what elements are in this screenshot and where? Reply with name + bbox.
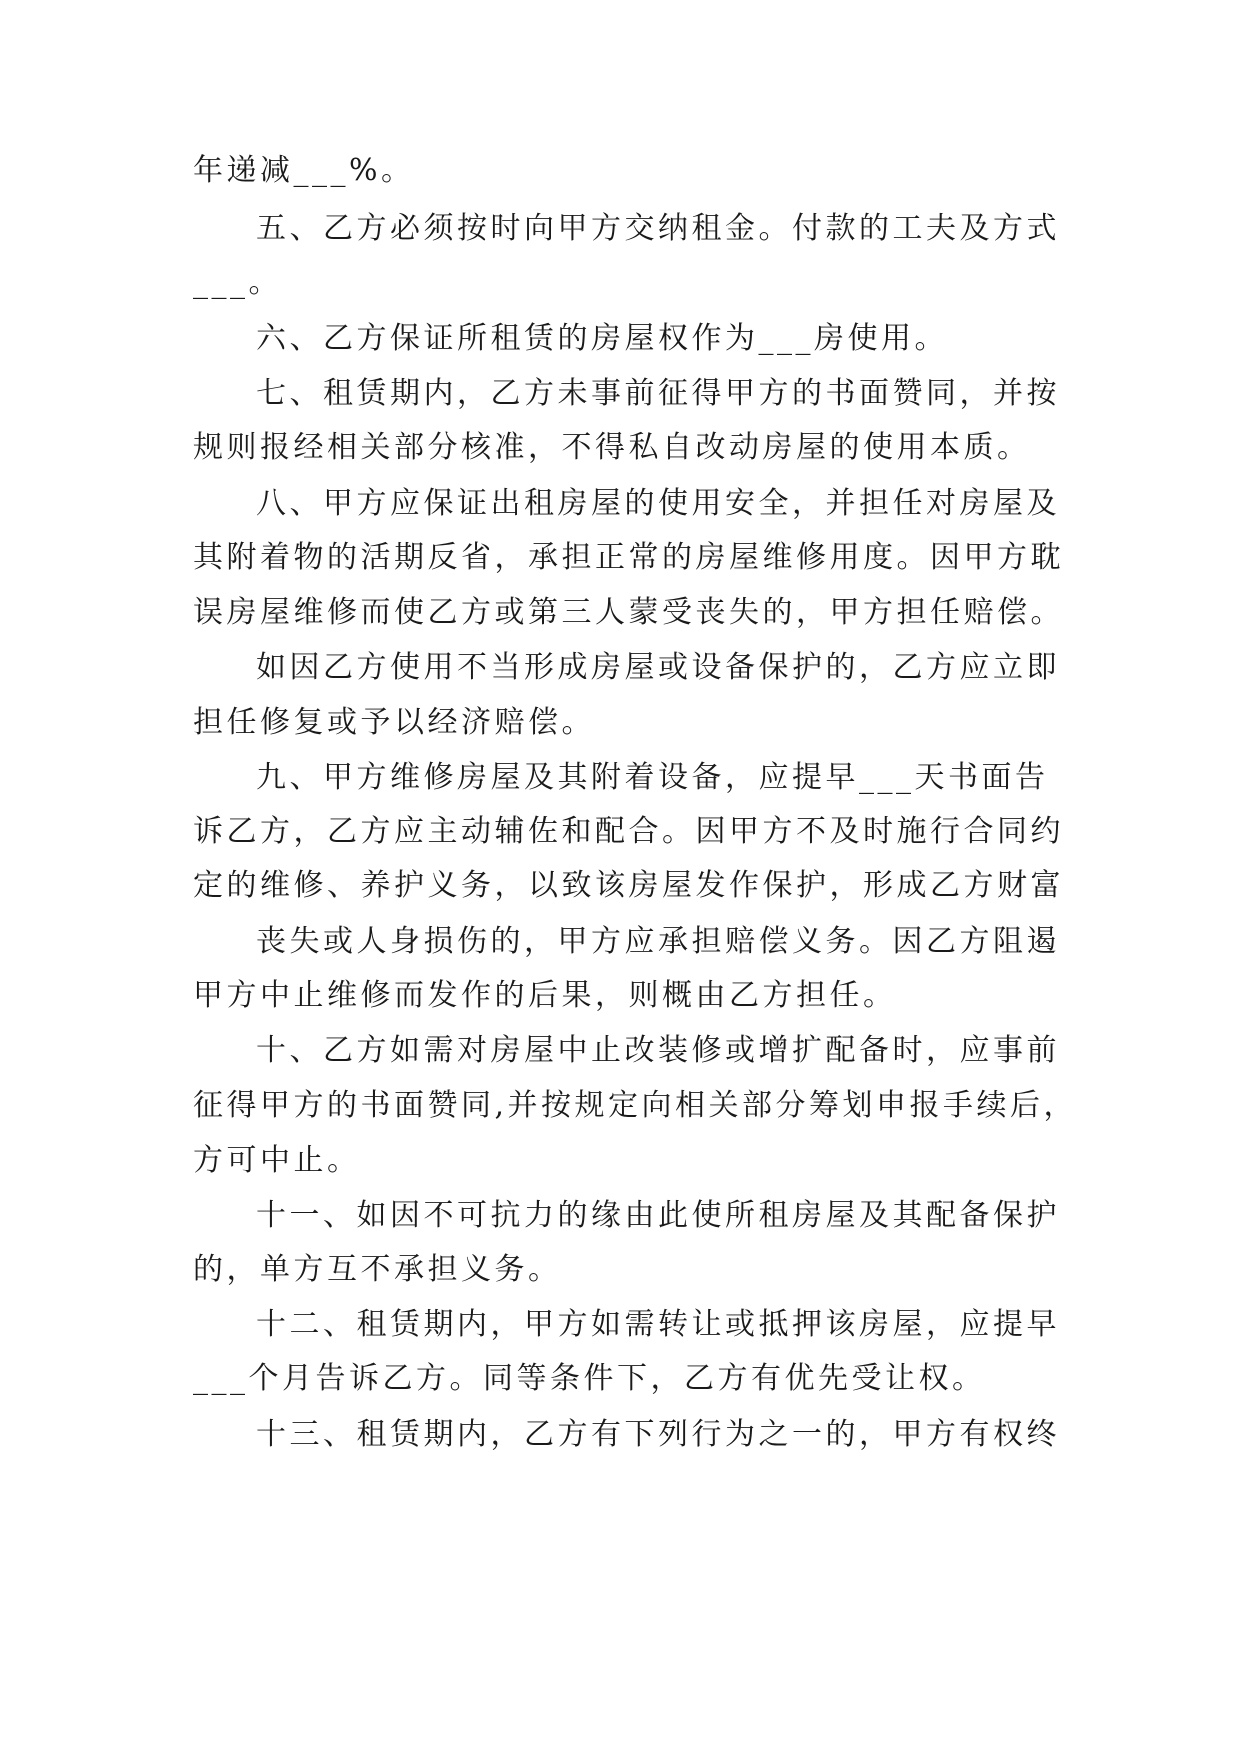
text-line: 征得甲方的书面赞同,并按规定向相关部分筹划申报手续后， <box>193 1088 1078 1123</box>
text-line: 甲方中止维修而发作的后果，则概由乙方担任。 <box>193 978 897 1013</box>
text-line: 定的维修、养护义务，以致该房屋发作保护，形成乙方财富 <box>193 868 1064 903</box>
text-line: 的，单方互不承担义务。 <box>193 1252 562 1287</box>
text-line: ___个月告诉乙方。同等条件下，乙方有优先受让权。 <box>193 1361 986 1396</box>
text-line: 年递减___%。 <box>193 153 415 188</box>
text-line: 丧失或人身损伤的，甲方应承担赔偿义务。因乙方阻遏 <box>256 924 1060 959</box>
text-line: 十、乙方如需对房屋中止改装修或增扩配备时，应事前 <box>256 1033 1060 1068</box>
text-line: 如因乙方使用不当形成房屋或设备保护的，乙方应立即 <box>256 650 1060 685</box>
text-line: 方可中止。 <box>193 1143 361 1178</box>
text-line: 六、乙方保证所租赁的房屋权作为___房使用。 <box>256 321 948 356</box>
text-line: ___。 <box>193 265 282 300</box>
text-line: 八、甲方应保证出租房屋的使用安全，并担任对房屋及 <box>256 486 1060 521</box>
text-line: 规则报经相关部分核准，不得私自改动房屋的使用本质。 <box>193 430 1031 465</box>
text-line: 十二、租赁期内，甲方如需转让或抵押该房屋，应提早 <box>256 1307 1060 1342</box>
text-line: 其附着物的活期反省，承担正常的房屋维修用度。因甲方耽 <box>193 540 1064 575</box>
text-line: 十三、租赁期内，乙方有下列行为之一的，甲方有权终 <box>256 1417 1060 1452</box>
text-line: 诉乙方，乙方应主动辅佐和配合。因甲方不及时施行合同约 <box>193 814 1064 849</box>
text-line: 担任修复或予以经济赔偿。 <box>193 705 595 740</box>
text-line: 五、乙方必须按时向甲方交纳租金。付款的工夫及方式 <box>256 211 1060 246</box>
text-line: 误房屋维修而使乙方或第三人蒙受丧失的，甲方担任赔偿。 <box>193 595 1064 630</box>
text-line: 七、租赁期内，乙方未事前征得甲方的书面赞同，并按 <box>256 376 1060 411</box>
text-line: 九、甲方维修房屋及其附着设备，应提早___天书面告 <box>256 760 1049 795</box>
text-line: 十一、如因不可抗力的缘由此使所租房屋及其配备保护 <box>256 1198 1060 1233</box>
